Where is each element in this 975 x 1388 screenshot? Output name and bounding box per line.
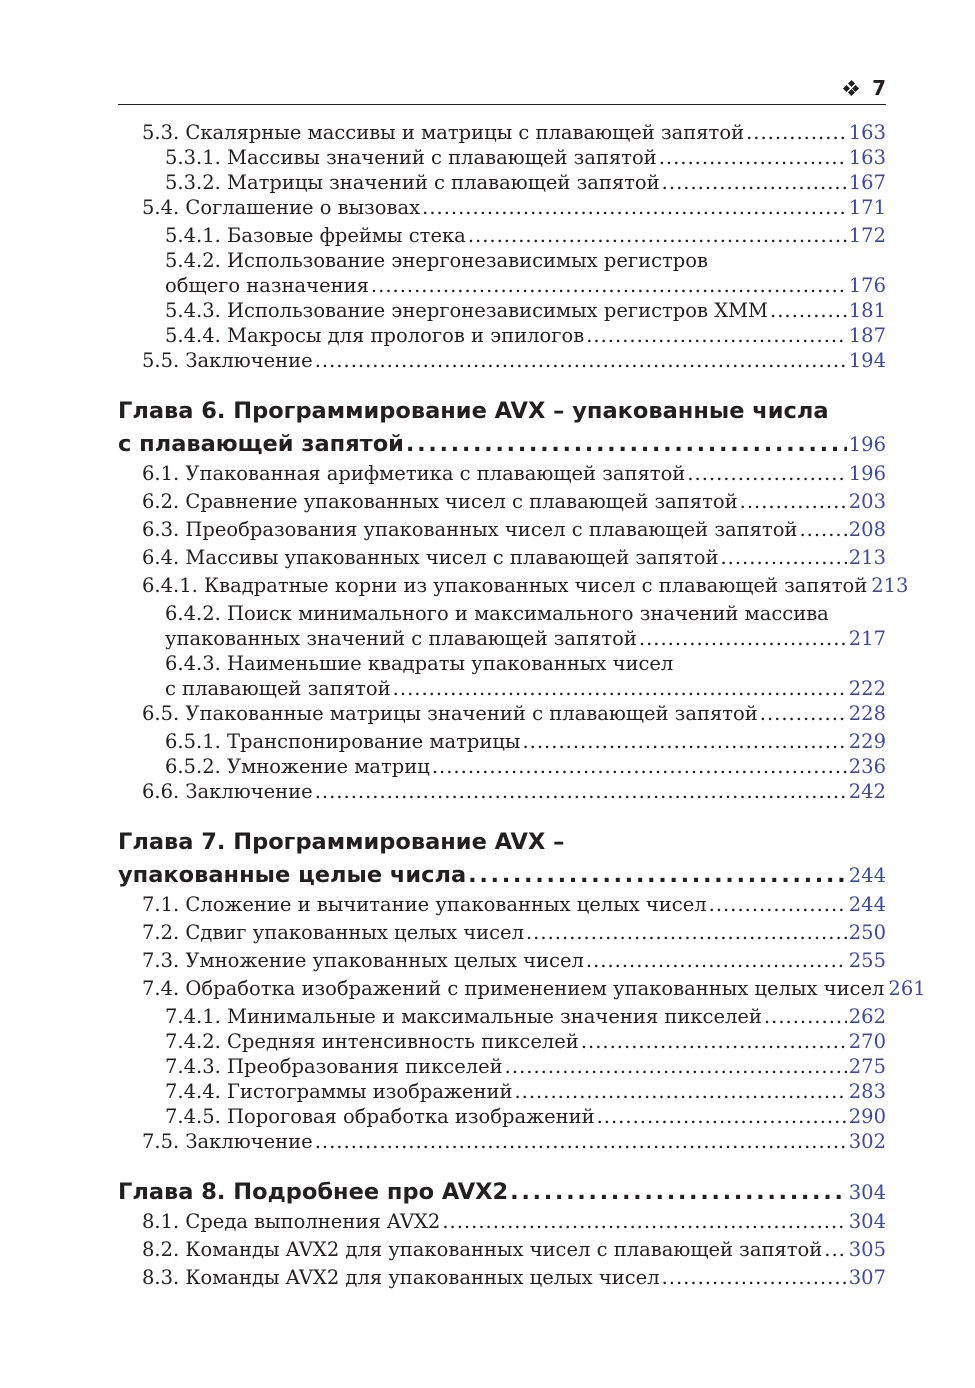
toc-entry-page[interactable]: 250 — [848, 921, 886, 944]
toc-entry-title: 5.4.4. Макросы для прологов и эпилогов — [165, 324, 585, 347]
toc-entry-title: 5.3.1. Массивы значений с плавающей запятой — [165, 146, 657, 169]
toc-entry[interactable] — [118, 195, 886, 220]
toc-entry[interactable] — [118, 1265, 886, 1290]
toc-entry-title: с плавающей запятой — [165, 677, 391, 700]
dot-leader — [371, 273, 847, 298]
toc-entry-title: 7.4.4. Гистограммы изображений — [165, 1080, 513, 1103]
toc-entry[interactable] — [118, 1079, 886, 1104]
toc-entry-line1: 6.4.3. Наименьшие квадраты упакованных чисел — [165, 652, 674, 675]
toc-entry-page[interactable]: 242 — [848, 780, 886, 803]
toc-entry[interactable] — [118, 779, 886, 804]
dot-leader — [510, 1176, 847, 1209]
toc-entry-title: 7.3. Умножение упакованных целых чисел — [142, 949, 584, 972]
chapter-page[interactable]: 304 — [848, 1181, 886, 1204]
toc-entry-title: 5.4.1. Базовые фреймы стека — [165, 224, 466, 247]
toc-entry-page[interactable]: 194 — [848, 349, 886, 372]
toc-entry-title: 6.6. Заключение — [142, 780, 313, 803]
chapter-title-line1: Глава 6. Программирование AVX – упакованные числа — [118, 398, 829, 424]
toc-entry-title: 6.4. Массивы упакованных чисел с плавающей запятой — [142, 546, 719, 569]
toc-entry-title: 6.5.2. Умножение матриц — [165, 755, 430, 778]
dot-leader — [522, 729, 846, 754]
toc-entry-page[interactable]: 255 — [848, 949, 886, 972]
toc-entry-title: 6.3. Преобразования упакованных чисел с плавающей запятой — [142, 518, 798, 541]
toc-entry-title: 6.1. Упакованная арифметика с плавающей запятой — [142, 462, 686, 485]
dot-leader — [406, 428, 847, 461]
toc-entry[interactable] — [118, 1029, 886, 1054]
ornament-icon — [844, 81, 858, 95]
toc-entry-title: 5.4.3. Использование энергонезависимых регистров XMM — [165, 299, 769, 322]
toc-entry-title: 7.4.3. Преобразования пикселей — [165, 1055, 503, 1078]
toc-entry[interactable] — [118, 170, 886, 195]
toc-entry[interactable] — [118, 273, 886, 298]
toc-entry[interactable] — [118, 976, 926, 1001]
dot-leader — [586, 948, 847, 973]
toc-entry-page[interactable]: 203 — [848, 490, 886, 513]
dot-leader — [393, 676, 847, 701]
toc-entry-page[interactable]: 222 — [848, 677, 886, 700]
toc-entry-title: общего назначения — [165, 274, 369, 297]
toc-entry-title: 6.4.1. Квадратные корни из упакованных чисел с плавающей запятой — [142, 574, 868, 597]
toc-entry[interactable] — [118, 1004, 886, 1029]
toc-entry-title: 5.3.2. Матрицы значений с плавающей запятой — [165, 171, 660, 194]
table-of-contents — [118, 120, 926, 1290]
toc-entry-title: 8.3. Команды AVX2 для упакованных целых чисел — [142, 1266, 660, 1289]
toc-entry[interactable] — [118, 920, 886, 945]
toc-entry-title: 8.2. Команды AVX2 для упакованных чисел с плавающей запятой — [142, 1238, 823, 1261]
toc-entry[interactable] — [118, 573, 909, 598]
toc-entry[interactable] — [118, 223, 886, 248]
chapter-page[interactable]: 196 — [848, 433, 886, 456]
dot-leader — [799, 517, 846, 542]
dot-leader — [442, 1209, 846, 1234]
dot-leader — [639, 626, 847, 651]
toc-entry-title: 8.1. Среда выполнения AVX2 — [142, 1210, 441, 1233]
dot-leader — [720, 545, 846, 570]
chapter-title: Глава 8. Подробнее про AVX2 — [118, 1179, 509, 1205]
toc-entry-page[interactable]: 181 — [848, 299, 886, 322]
toc-entry-page[interactable]: 163 — [848, 121, 886, 144]
toc-entry-page[interactable]: 196 — [848, 462, 886, 485]
toc-entry-page[interactable]: 176 — [848, 274, 886, 297]
toc-entry-page[interactable]: 305 — [848, 1238, 886, 1261]
toc-entry-page[interactable]: 283 — [848, 1080, 886, 1103]
dot-leader — [315, 1129, 847, 1154]
toc-entry-title: 5.3. Скалярные массивы и матрицы с плавающей запятой — [142, 121, 745, 144]
toc-entry-page[interactable]: 244 — [848, 893, 886, 916]
toc-entry-page[interactable]: 172 — [848, 224, 886, 247]
chapter-title-line1: Глава 7. Программирование AVX – — [118, 829, 565, 855]
toc-entry-title: 7.4.5. Пороговая обработка изображений — [165, 1105, 595, 1128]
toc-entry[interactable] — [118, 1054, 886, 1079]
toc-entry-page[interactable]: 262 — [848, 1005, 886, 1028]
chapter-page[interactable]: 244 — [848, 864, 886, 887]
toc-entry[interactable] — [118, 348, 886, 373]
toc-entry-page[interactable]: 213 — [871, 574, 909, 597]
toc-entry-title: 7.4.2. Средняя интенсивность пикселей — [165, 1030, 579, 1053]
toc-entry-page[interactable]: 307 — [848, 1266, 886, 1289]
dot-leader — [505, 1054, 847, 1079]
toc-entry[interactable] — [118, 323, 886, 348]
toc-entry-title: 6.2. Сравнение упакованных чисел с плавающей запятой — [142, 490, 738, 513]
dot-leader — [468, 223, 847, 248]
chapter-entry[interactable] — [118, 1176, 886, 1209]
toc-entry[interactable] — [118, 1104, 886, 1129]
dot-leader — [526, 920, 847, 945]
dot-leader — [586, 323, 847, 348]
dot-leader — [597, 1104, 847, 1129]
toc-entry-page[interactable]: 171 — [848, 196, 886, 219]
toc-entry-page[interactable]: 261 — [888, 977, 926, 1000]
toc-entry-line1: 6.4.2. Поиск минимального и максимального значений массива — [165, 602, 829, 625]
toc-entry-title: 7.4. Обработка изображений с применением упакованных целых чисел — [142, 977, 885, 1000]
toc-entry[interactable] — [118, 545, 886, 570]
toc-entry-page[interactable]: 167 — [848, 171, 886, 194]
dot-leader — [315, 348, 847, 373]
toc-entry-page[interactable]: 270 — [848, 1030, 886, 1053]
toc-entry-page[interactable]: 304 — [848, 1210, 886, 1233]
toc-entry-page[interactable]: 163 — [848, 146, 886, 169]
toc-entry-title: упакованных значений с плавающей запятой — [165, 627, 637, 650]
page-number: 7 — [872, 76, 886, 100]
dot-leader — [432, 754, 847, 779]
toc-entry-title: 7.1. Сложение и вычитание упакованных целых чисел — [142, 893, 707, 916]
chapter-title: упакованные целые числа — [118, 862, 467, 888]
chapter-entry[interactable] — [118, 859, 886, 892]
dot-leader — [709, 892, 847, 917]
toc-entry[interactable] — [118, 461, 886, 486]
toc-entry[interactable] — [118, 701, 886, 726]
toc-entry[interactable] — [118, 626, 886, 651]
toc-entry-title: 5.4. Соглашение о вызовах — [142, 196, 421, 219]
toc-entry[interactable] — [118, 892, 886, 917]
toc-entry-page[interactable]: 213 — [848, 546, 886, 569]
toc-entry[interactable] — [118, 754, 886, 779]
toc-entry-line1: 5.4.2. Использование энергонезависимых регистров — [165, 249, 709, 272]
chapter-title: с плавающей запятой — [118, 431, 404, 457]
dot-leader — [662, 1265, 847, 1290]
toc-entry-page[interactable]: 217 — [848, 627, 886, 650]
toc-entry-title: 6.5.1. Транспонирование матрицы — [165, 730, 521, 753]
toc-entry[interactable] — [118, 145, 886, 170]
chapter-entry[interactable] — [118, 428, 886, 461]
toc-entry[interactable] — [118, 1237, 886, 1262]
toc-entry-page[interactable]: 236 — [848, 755, 886, 778]
dot-leader — [659, 145, 847, 170]
dot-leader — [824, 1237, 847, 1262]
dot-leader — [764, 1004, 847, 1029]
dot-leader — [468, 859, 847, 892]
dot-leader — [746, 120, 847, 145]
toc-entry[interactable] — [118, 489, 886, 514]
dot-leader — [422, 195, 847, 220]
dot-leader — [770, 298, 847, 323]
toc-entry[interactable] — [118, 676, 886, 701]
dot-leader — [687, 461, 846, 486]
toc-entry-page[interactable]: 290 — [848, 1105, 886, 1128]
page-number-block — [844, 76, 886, 100]
toc-entry[interactable] — [118, 120, 886, 145]
toc-entry-page[interactable]: 229 — [848, 730, 886, 753]
toc-entry[interactable] — [118, 1129, 886, 1154]
dot-leader — [760, 701, 847, 726]
dot-leader — [514, 1079, 846, 1104]
page-header — [118, 72, 886, 105]
toc-entry-title: 5.5. Заключение — [142, 349, 313, 372]
toc-entry-page[interactable]: 208 — [848, 518, 886, 541]
dot-leader — [740, 489, 847, 514]
toc-entry-title: 7.4.1. Минимальные и максимальные значения пикселей — [165, 1005, 762, 1028]
dot-leader — [662, 170, 847, 195]
toc-entry-page[interactable]: 187 — [848, 324, 886, 347]
toc-entry-title: 7.2. Сдвиг упакованных целых чисел — [142, 921, 524, 944]
toc-entry[interactable] — [118, 729, 886, 754]
toc-entry-page[interactable]: 302 — [848, 1130, 886, 1153]
dot-leader — [581, 1029, 847, 1054]
toc-entry-page[interactable]: 275 — [848, 1055, 886, 1078]
toc-entry[interactable] — [118, 517, 886, 542]
dot-leader — [315, 779, 847, 804]
toc-entry[interactable] — [118, 948, 886, 973]
toc-entry-title: 7.5. Заключение — [142, 1130, 313, 1153]
toc-entry[interactable] — [118, 298, 886, 323]
toc-entry-page[interactable]: 228 — [848, 702, 886, 725]
toc-entry[interactable] — [118, 1209, 886, 1234]
toc-entry-title: 6.5. Упакованные матрицы значений с плавающей запятой — [142, 702, 758, 725]
